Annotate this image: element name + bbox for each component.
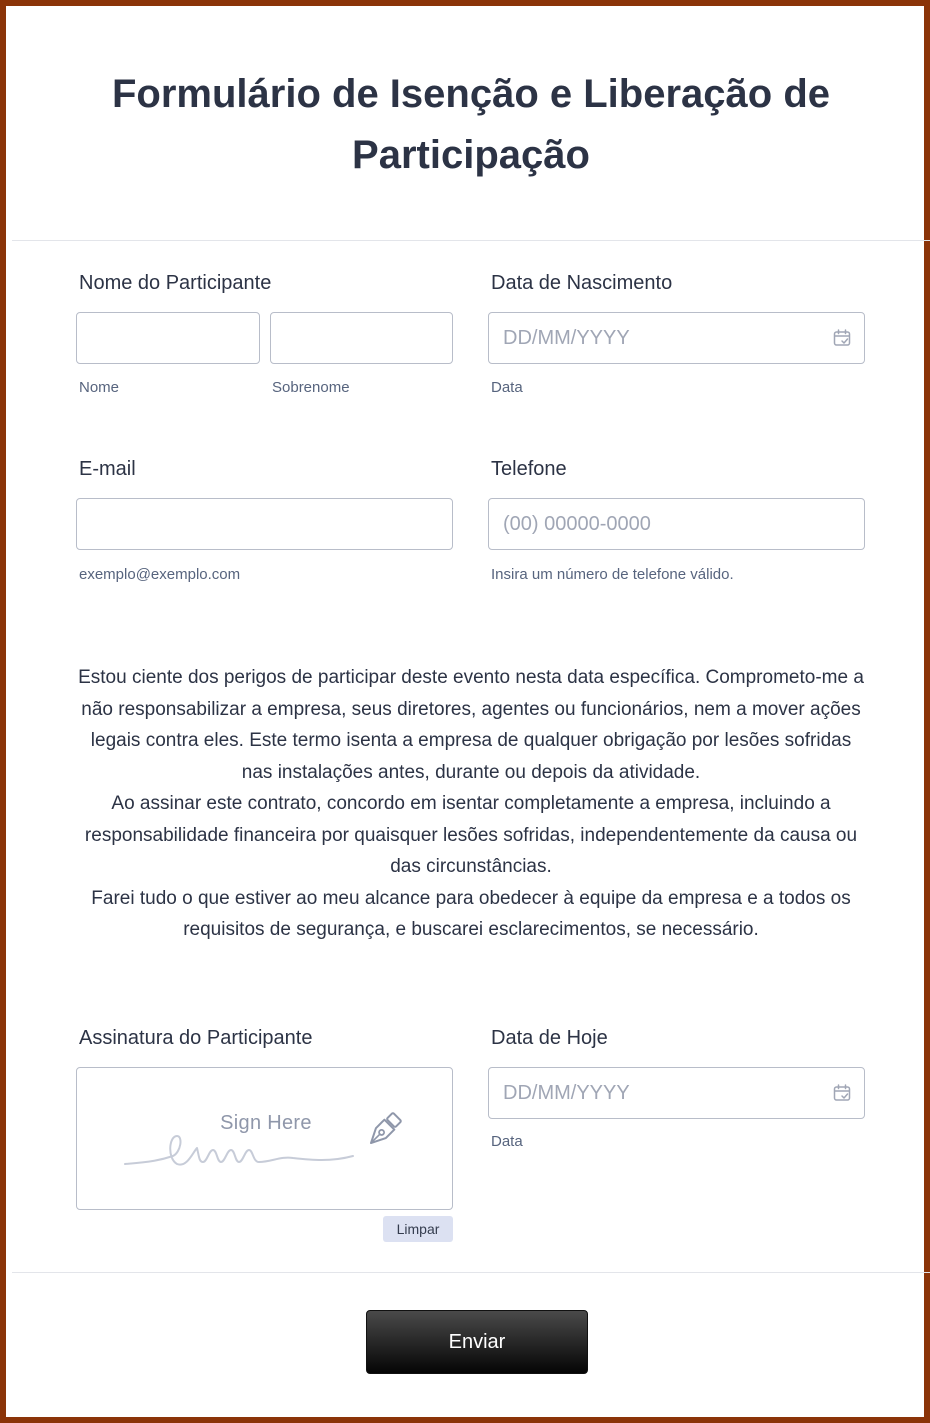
birth-date-label: Data de Nascimento [491,272,673,294]
last-name-input[interactable] [270,312,453,364]
terms-paragraph: Estou ciente dos perigos de participar deste evento nesta data específica. Comprometo-me a não responsabilizar a empresa, seus diretores, agentes ou funcionários, nem a mover ações legais contra eles. Este termo isenta a empresa de qualquer obrigação por lesões sofridas nas instalações antes, durante ou depois da atividade. [78,667,864,783]
calendar-icon[interactable] [832,328,852,348]
footer-divider [12,1272,930,1273]
signature-placeholder-text: Sign Here [220,1112,312,1134]
birth-date-sublabel: Data [491,379,523,396]
calendar-icon[interactable] [832,1083,852,1103]
today-date-field[interactable] [488,1067,865,1119]
phone-label: Telefone [491,458,567,480]
waiver-terms [74,662,868,946]
today-date-sublabel: Data [491,1133,523,1150]
submit-button[interactable]: Enviar [366,1310,588,1374]
email-label: E-mail [79,458,136,480]
header-divider [12,240,930,241]
pen-nib-icon [360,1108,406,1154]
terms-paragraph: Ao assinar este contrato, concordo em isentar completamente a empresa, incluindo a responsabilidade financeira por quaisquer lesões sofridas, independentemente da causa ou das circunstâncias. [84,793,858,877]
terms-paragraph: Farei tudo o que estiver ao meu alcance para obedecer à equipe da empresa e a todos os requisitos de segurança, e buscarei esclarecimentos, se necessário. [91,887,851,940]
phone-input[interactable] [488,498,865,550]
form-title: Formulário de Isenção e Liberação de Participação [111,72,830,177]
first-name-input[interactable] [76,312,260,364]
first-name-sublabel: Nome [79,379,120,396]
today-date-input[interactable] [489,1068,837,1118]
phone-sublabel: Insira um número de telefone válido. [491,566,734,583]
email-sublabel: exemplo@exemplo.com [79,566,241,583]
last-name-sublabel: Sobrenome [272,379,350,396]
birth-date-field[interactable] [488,312,865,364]
signature-pad[interactable] [76,1067,453,1210]
participant-name-label: Nome do Participante [79,272,272,294]
signature-label: Assinatura do Participante [79,1027,313,1049]
birth-date-input[interactable] [489,313,837,363]
clear-signature-button[interactable]: Limpar [383,1216,453,1242]
today-date-label: Data de Hoje [491,1027,608,1049]
email-input[interactable] [76,498,453,550]
